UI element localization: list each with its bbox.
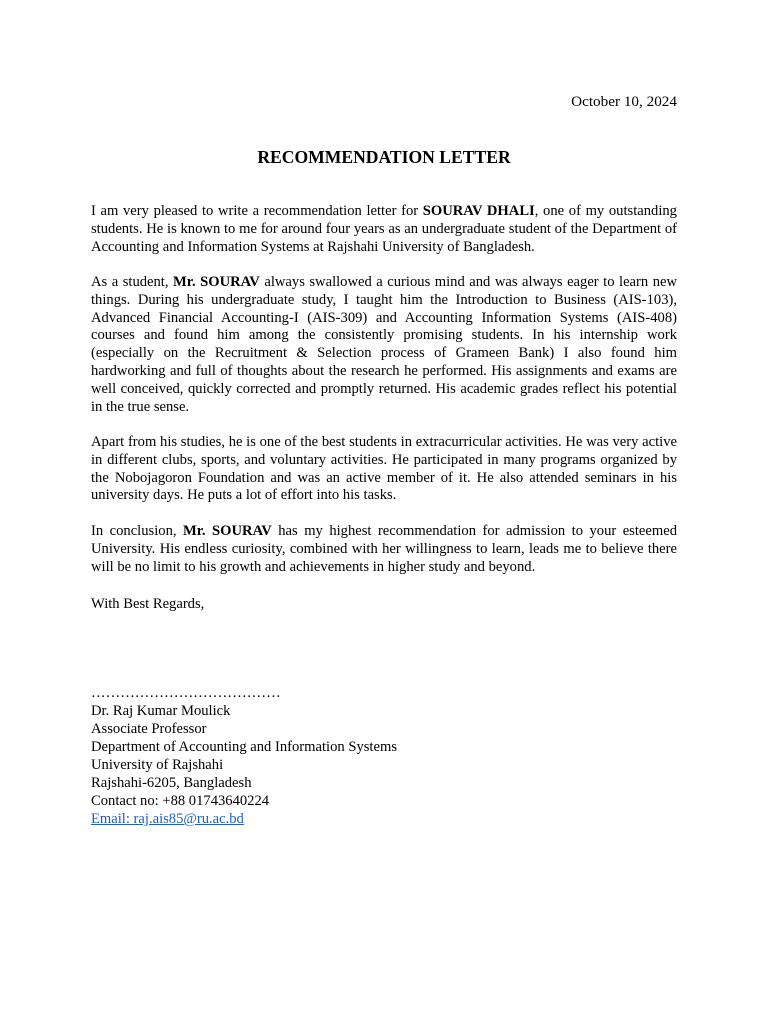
paragraph-conclusion-text-before: In conclusion, — [91, 523, 183, 539]
paragraph-academic-text-before: As a student, — [91, 274, 174, 290]
paragraph-introduction-text-before: I am very pleased to write a recommendation letter for — [91, 203, 423, 219]
signature-block — [91, 684, 397, 828]
closing-salutation: With Best Regards, — [91, 596, 205, 612]
paragraph-academic-text-after: always swallowed a curious mind and was always eager to learn new things. During his undergraduate study, I taught him the Introduction to Business (AIS-103), Advanced Financial Accounting-I (AIS-309) and Accounting Information Systems (AIS-408) courses and found him among the consistently promising students. In his internship work (especially on the Recruitment & Selection process of Grameen Bank) I also found him hardworking and full of thoughts about the research he performed. His assignments and exams are well conceived, quickly corrected and promptly returned. His academic grades reflect his potential in the true sense. — [91, 274, 678, 415]
paragraph-academic — [91, 274, 677, 416]
signer-department: Department of Accounting and Information Systems — [91, 739, 397, 755]
paragraph-introduction-text-after: , one of my outstanding students. He is known to me for around four years as an undergraduate student of the Department of Accounting and Information Systems at Rajshahi University of Bangladesh. — [91, 203, 677, 255]
student-name-bold: SOURAV DHALI — [422, 203, 535, 219]
letter-title: RECOMMENDATION LETTER — [257, 147, 511, 167]
signer-position: Associate Professor — [91, 721, 207, 737]
student-name-bold: Mr. SOURAV — [173, 274, 260, 290]
signer-address: Rajshahi-6205, Bangladesh — [91, 775, 252, 791]
paragraph-conclusion — [91, 523, 677, 576]
email-link[interactable]: Email: raj.ais85@ru.ac.bd — [91, 811, 244, 827]
signature-line: ………………………………… — [91, 685, 281, 701]
student-name-bold: Mr. SOURAV — [183, 523, 272, 539]
signer-contact: Contact no: +88 01743640224 — [91, 793, 270, 809]
paragraph-conclusion-text-after: has my highest recommendation for admission to your esteemed University. His endless curiosity, combined with her willingness to learn, leads me to believe there will be no limit to his growth and achievements in higher study and beyond. — [91, 523, 677, 575]
letter-date: October 10, 2024 — [571, 93, 677, 110]
signer-name: Dr. Raj Kumar Moulick — [91, 703, 231, 719]
paragraph-extracurricular: Apart from his studies, he is one of the best students in extracurricular activities. He was very active in different clubs, sports, and voluntary activities. He participated in many programs organized by the Nobojagoron Foundation and was an active member of it. He also attended seminars in his university days. He puts a lot of effort into his tasks. — [91, 434, 677, 504]
paragraph-introduction — [91, 203, 677, 256]
signer-university: University of Rajshahi — [91, 757, 224, 773]
